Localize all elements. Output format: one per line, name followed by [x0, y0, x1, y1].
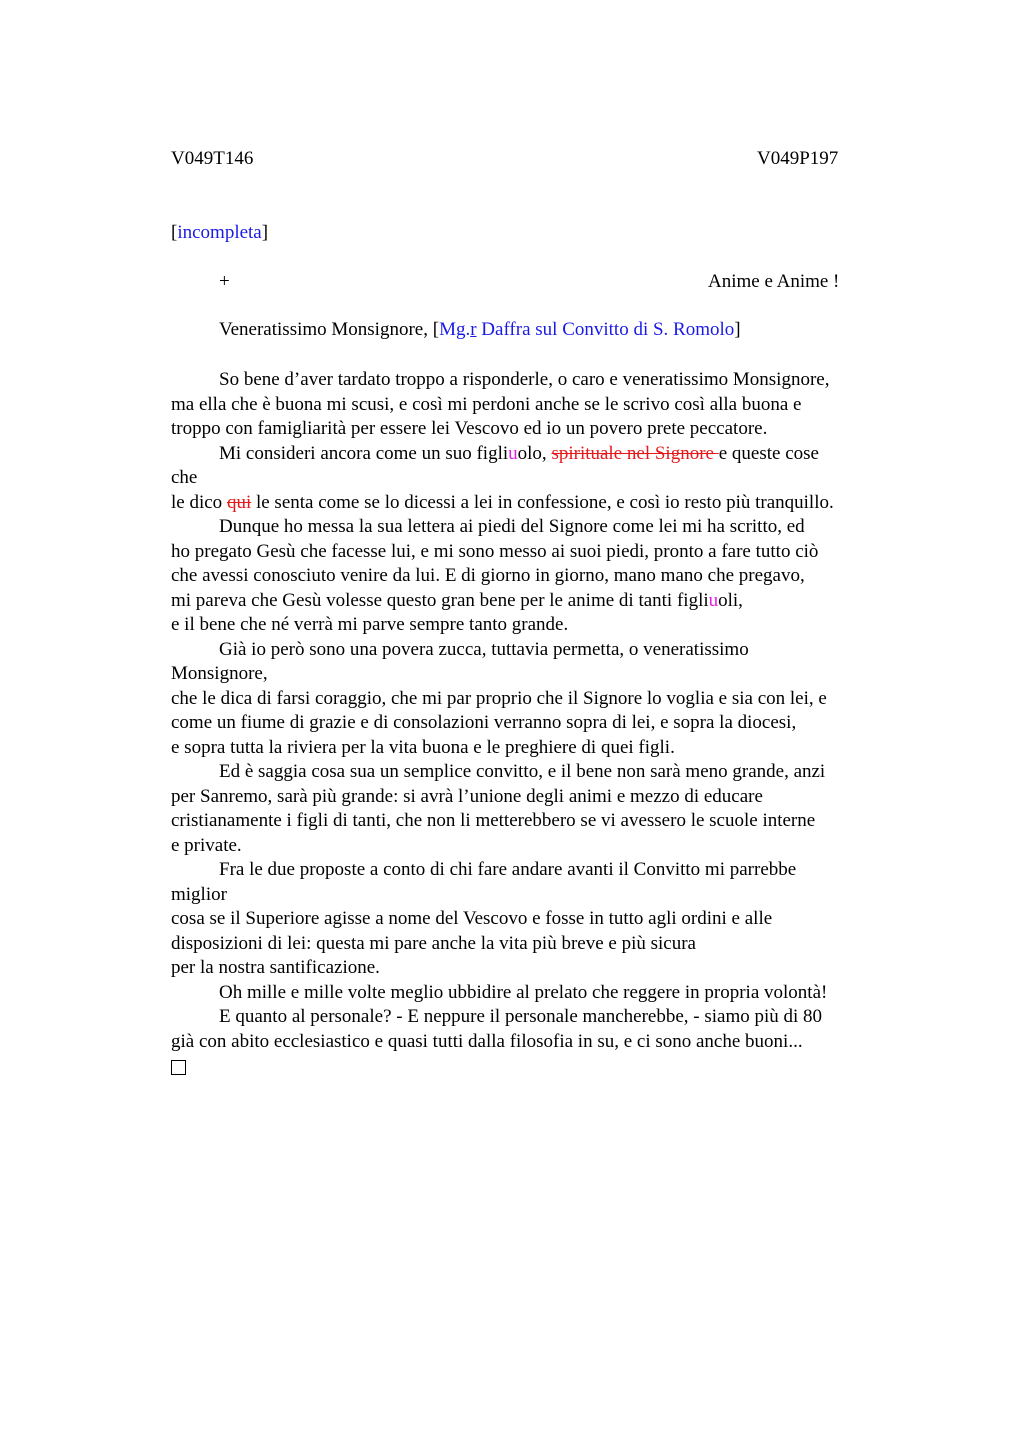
cross-mark: +	[219, 271, 230, 292]
text-segment: mi pareva che Gesù volesse questo gran bene per le anime di tanti figli	[171, 589, 709, 611]
editor-note-close: ]	[734, 319, 741, 340]
text-line: e sopra tutta la riviera per la vita buona e le preghiere di quei figli.	[171, 736, 675, 758]
editor-note-part-a: Mg.	[439, 319, 471, 340]
document-code-left: V049T146	[171, 148, 254, 169]
text-line	[171, 491, 911, 516]
editor-note-part-b: r	[470, 319, 477, 340]
status-label: incompleta	[177, 222, 262, 243]
editor-note-part-c: Daffra sul Convitto di S. Romolo	[476, 319, 735, 340]
inserted-letter: u	[708, 589, 719, 611]
status-note	[171, 222, 268, 244]
text-line	[171, 589, 911, 614]
text-line: che	[171, 467, 198, 488]
text-segment: olo,	[517, 442, 552, 464]
text-line: ho pregato Gesù che facesse lui, e mi sono messo ai suoi piedi, pronto a fare tutto ciò	[171, 540, 819, 562]
text-line: cristianamente i figli di tanti, che non li metterebbero se vi avessero le scuole interne	[171, 810, 816, 831]
text-line: Dunque ho messa la sua lettera ai piedi del Signore come lei mi ha scritto, ed	[219, 516, 805, 537]
text-line: Oh mille e mille volte meglio ubbidire al prelato che reggere in propria volontà!	[219, 981, 828, 1003]
text-segment: e queste cose	[718, 442, 819, 464]
status-bracket-open: [	[171, 222, 178, 243]
text-line: e il bene che né verrà mi parve sempre tanto grande.	[171, 614, 569, 635]
text-line: disposizioni di lei: questa mi pare anche la vita più breve e più sicura	[171, 932, 696, 954]
text-line: e private.	[171, 834, 242, 856]
text-line: So bene d’aver tardato troppo a risponderle, o caro e veneratissimo Monsignore,	[219, 369, 830, 390]
end-box-icon	[171, 1060, 186, 1075]
salutation-text: Veneratissimo Monsignore,	[219, 319, 433, 340]
text-segment: Mi consideri ancora come un suo figli	[219, 442, 509, 464]
text-line: Fra le due proposte a conto di chi fare andare avanti il Convitto mi parrebbe	[219, 859, 797, 880]
salutation	[219, 319, 741, 341]
text-line: che le dica di farsi coraggio, che mi par proprio che il Signore lo voglia e sia con lei, e	[171, 687, 827, 709]
letter-body	[171, 368, 911, 1079]
text-line: per la nostra santificazione.	[171, 957, 380, 978]
text-segment: le dico	[171, 491, 227, 513]
text-line: Già io però sono una povera zucca, tuttavia permetta, o veneratissimo	[219, 638, 749, 660]
text-line: ma ella che è buona mi scusi, e così mi perdoni anche se le scrivo così alla buona e	[171, 393, 802, 415]
motto: Anime e Anime !	[708, 271, 840, 292]
document-code-right: V049P197	[757, 148, 839, 169]
editor-note-open: [	[432, 319, 440, 340]
text-line: cosa se il Superiore agisse a nome del Vescovo e fosse in tutto agli ordini e alle	[171, 908, 773, 929]
text-line: Monsignore,	[171, 663, 268, 684]
text-line: miglior	[171, 883, 227, 905]
inserted-letter: u	[508, 442, 518, 464]
text-line: E quanto al personale? - E neppure il personale mancherebbe, - siamo più di 80	[219, 1006, 823, 1027]
text-line: troppo con famigliarità per essere lei Vescovo ed io un povero prete peccatore.	[171, 418, 768, 439]
deleted-text: qui	[226, 491, 252, 513]
text-segment: le senta come se lo dicessi a lei in confessione, e così io resto più tranquillo.	[251, 491, 834, 513]
deleted-text: spirituale nel Signore	[551, 442, 719, 464]
text-line	[171, 1054, 911, 1079]
status-bracket-close: ]	[261, 222, 269, 243]
text-line: già con abito ecclesiastico e quasi tutti dalla filosofia in su, e ci sono anche buoni...	[171, 1030, 803, 1052]
text-line: Ed è saggia cosa sua un semplice convitto, e il bene non sarà meno grande, anzi	[219, 761, 826, 782]
text-segment: oli,	[718, 589, 743, 611]
text-line: per Sanremo, sarà più grande: si avrà l’unione degli animi e mezzo di educare	[171, 785, 763, 807]
text-line: che avessi conosciuto venire da lui. E di giorno in giorno, mano mano che pregavo,	[171, 565, 805, 586]
text-line	[171, 442, 911, 467]
text-line: come un fiume di grazie e di consolazioni verranno sopra di lei, e sopra la diocesi,	[171, 712, 797, 733]
